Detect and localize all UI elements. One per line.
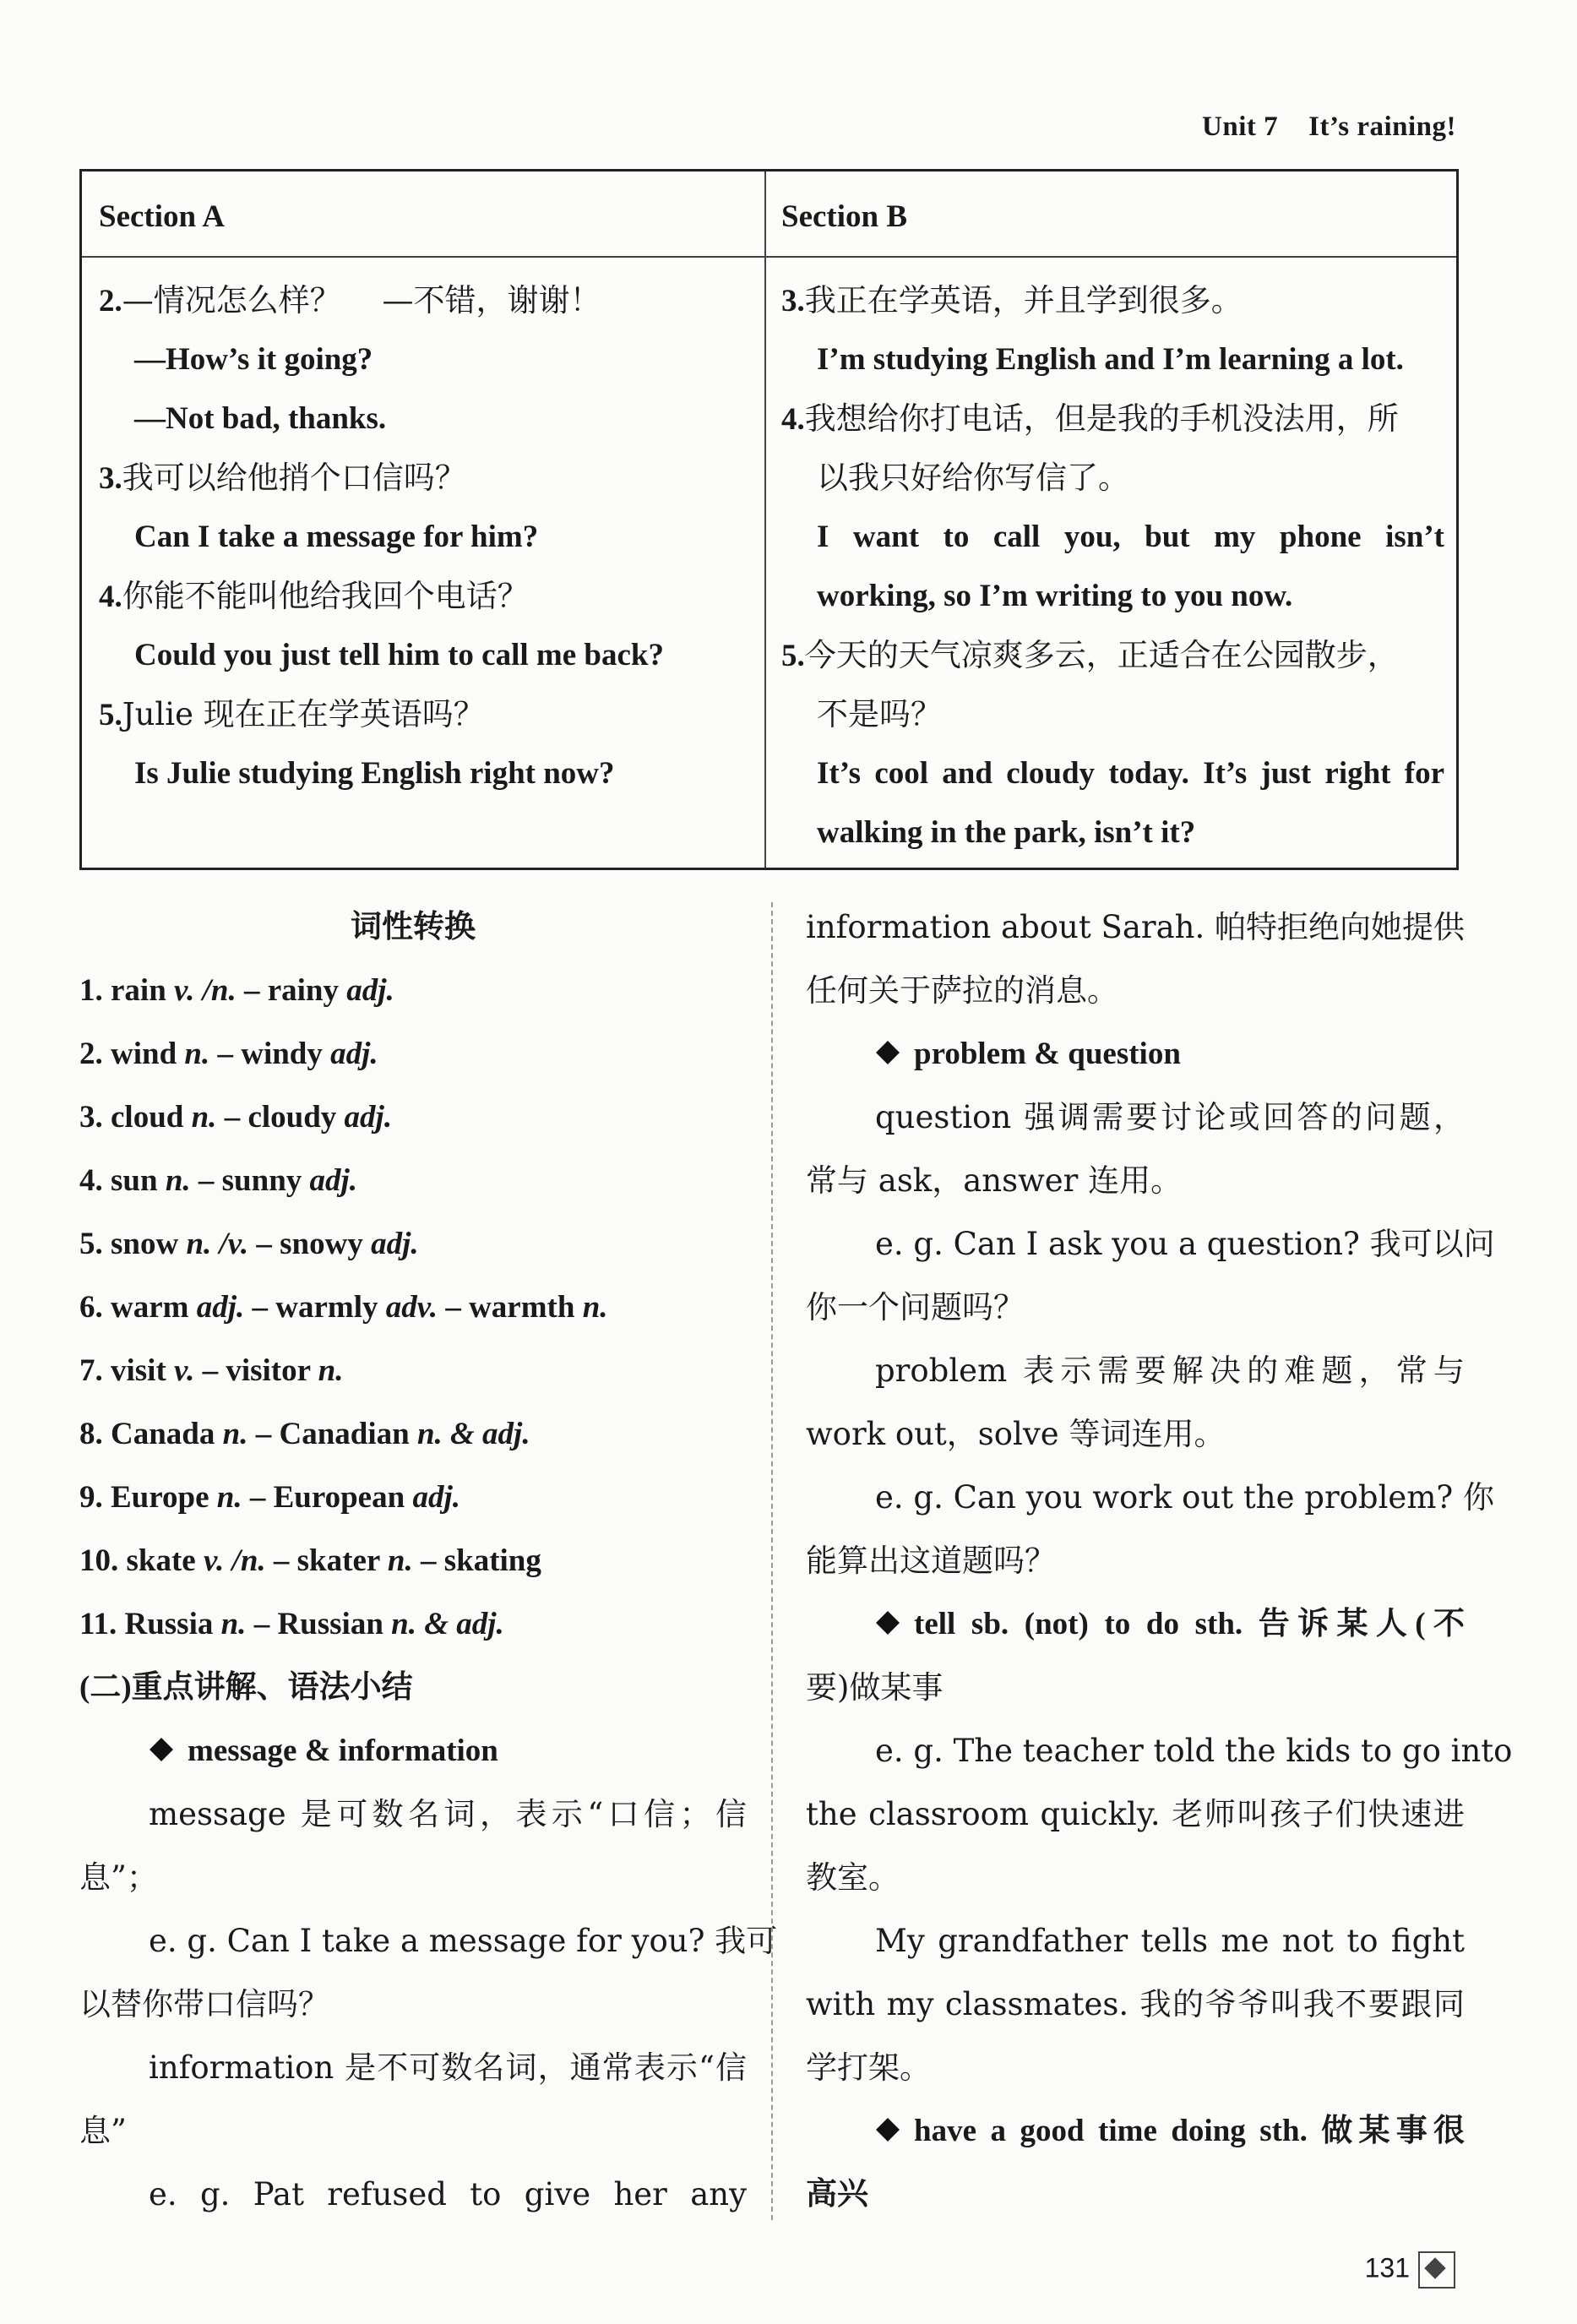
- part-of-speech: v. /n.: [174, 973, 237, 1008]
- item-number: 3.: [79, 1100, 103, 1135]
- grammar-notes-left: [79, 1719, 778, 2226]
- part-of-speech: v. /n.: [203, 1543, 266, 1578]
- item-number: 6.: [79, 1290, 103, 1325]
- item-number: 9.: [79, 1480, 103, 1515]
- table-row: [781, 449, 1444, 508]
- note-text: e. g. Can you work out the problem? 你: [875, 1479, 1495, 1516]
- row-text: —情况怎么样？ —不错，谢谢！: [122, 282, 601, 318]
- item-number: 5.: [99, 698, 122, 732]
- table-row: [99, 389, 749, 449]
- note-line: [79, 1846, 747, 1909]
- word-form-item: 1. rain v. /n. – rainy adj.: [79, 973, 394, 1008]
- word: skating: [443, 1543, 541, 1578]
- page-number: [1365, 2251, 1455, 2289]
- left-column: [79, 895, 778, 2226]
- part-of-speech: n. & adj.: [391, 1607, 504, 1641]
- note-line: [806, 2036, 1465, 2099]
- row-text: 你能不能叫他给我回个电话？: [122, 578, 529, 614]
- row-text: walking in the park, isn’t it?: [817, 815, 1196, 850]
- item-number: 3.: [99, 461, 122, 496]
- part-of-speech: n.: [165, 1163, 191, 1198]
- note-line: [806, 1149, 1465, 1212]
- note-text: information about Sarah. 帕特拒绝向她提供: [806, 909, 1466, 945]
- note-text: 息”: [79, 2113, 127, 2149]
- table-header-row: [82, 171, 1456, 258]
- note-text: question 强调需要讨论或回答的问题，: [875, 1099, 1465, 1135]
- note-line: [79, 1973, 747, 2036]
- diamond-icon: [875, 1040, 900, 1065]
- translation-table: [79, 169, 1459, 870]
- note-text: 能算出这道题吗？: [806, 1543, 1056, 1579]
- note-text: tell sb. (not) to do sth. 告诉某人(不: [914, 1607, 1465, 1641]
- word: sunny: [221, 1163, 302, 1198]
- word: windy: [241, 1037, 323, 1071]
- note-text: 学打架。: [806, 2049, 931, 2086]
- table-row: [781, 271, 1444, 330]
- item-number: 2.: [79, 1037, 103, 1071]
- word: Canadian: [279, 1417, 410, 1451]
- note-text: message & information: [188, 1733, 498, 1768]
- word: European: [273, 1480, 405, 1515]
- row-text: I’m studying English and I’m learning a lot.: [817, 342, 1404, 377]
- item-number: 5.: [781, 639, 805, 673]
- table-row: [781, 803, 1444, 863]
- part-of-speech: n.: [191, 1100, 217, 1135]
- word: cloudy: [247, 1100, 337, 1135]
- row-text: Can I take a message for him?: [134, 520, 539, 554]
- item-number: 4.: [79, 1163, 103, 1198]
- note-line: [79, 2099, 747, 2163]
- note-line: [806, 1086, 1465, 1149]
- part-of-speech: adj.: [344, 1100, 393, 1135]
- part-of-speech: n.: [387, 1543, 413, 1578]
- table-row: [781, 508, 1444, 567]
- note-line: [806, 1529, 1465, 1592]
- note-text: 任何关于萨拉的消息。: [806, 972, 1118, 1009]
- item-number: 3.: [781, 284, 805, 318]
- part-of-speech: adj.: [371, 1227, 419, 1261]
- part-of-speech: adj.: [346, 973, 394, 1008]
- word-form-item: 10. skate v. /n. – skater n. – skating: [79, 1543, 541, 1578]
- note-line: [806, 1402, 1465, 1466]
- item-number: 2.: [99, 284, 122, 318]
- table-row: [99, 685, 749, 744]
- table-row: [781, 389, 1444, 449]
- unit-title: It’s raining!: [1308, 112, 1456, 142]
- word: skate: [126, 1543, 196, 1578]
- word: skater: [296, 1543, 380, 1578]
- table-row: [781, 567, 1444, 626]
- note-text: e. g. Pat refused to give her any: [149, 2176, 747, 2212]
- table-row: [99, 567, 749, 626]
- table-row: [781, 330, 1444, 389]
- note-text: e. g. Can I take a message for you? 我可: [149, 1923, 778, 1959]
- diamond-icon: [875, 1610, 900, 1636]
- section-a-header: Section A: [99, 199, 226, 234]
- row-text: 以我只好给你写信了。: [817, 460, 1129, 496]
- note-line: [806, 1022, 1465, 1086]
- table-row: [99, 330, 749, 389]
- word: cloud: [111, 1100, 184, 1135]
- table-row: [99, 744, 749, 803]
- word-form-item: 5. snow n. /v. – snowy adj.: [79, 1227, 419, 1261]
- note-line: [806, 1276, 1465, 1339]
- note-text: information 是不可数名词，通常表示“信: [149, 2049, 747, 2086]
- part-of-speech: n.: [318, 1353, 344, 1388]
- word: visitor: [226, 1353, 311, 1388]
- page-number-text: 131: [1364, 2252, 1410, 2283]
- note-line: [79, 1719, 747, 1782]
- unit-label: Unit 7: [1202, 112, 1279, 142]
- item-number: 4.: [99, 580, 122, 614]
- note-line: [806, 1973, 1465, 2036]
- table-row: [781, 744, 1444, 803]
- note-line: [79, 1782, 747, 1846]
- row-text: Julie 现在正在学英语吗？: [122, 696, 485, 732]
- note-line: [806, 1719, 1513, 1782]
- word-form-item: 2. wind n. – windy adj.: [79, 1037, 378, 1071]
- note-text: 高兴: [806, 2177, 868, 2212]
- part-of-speech: adv.: [385, 1290, 438, 1325]
- section-b-column: [781, 271, 1444, 863]
- note-line: [806, 1909, 1465, 1973]
- part-of-speech: n.: [220, 1607, 247, 1641]
- word: sun: [111, 1163, 158, 1198]
- item-number: 5.: [79, 1227, 103, 1261]
- part-of-speech: v.: [174, 1353, 195, 1388]
- note-line: [79, 1909, 778, 1973]
- note-text: the classroom quickly. 老师叫孩子们快速进: [806, 1796, 1465, 1832]
- note-text: 你一个问题吗？: [806, 1289, 1025, 1325]
- grammar-notes-right: [806, 895, 1513, 2226]
- part-of-speech: n. /v.: [186, 1227, 249, 1261]
- word: Europe: [111, 1480, 209, 1515]
- note-line: [79, 2163, 747, 2226]
- running-header: [1202, 112, 1456, 143]
- word: Russian: [277, 1607, 383, 1641]
- part-of-speech: adj.: [412, 1480, 460, 1515]
- diamond-box-icon: [1418, 2251, 1455, 2289]
- diamond-icon: [875, 2117, 900, 2142]
- note-line: [806, 1212, 1495, 1276]
- note-line: [806, 1846, 1465, 1909]
- note-text: have a good time doing sth. 做某事很: [914, 2114, 1465, 2148]
- word: warmth: [469, 1290, 575, 1325]
- row-text: 我想给你打电话，但是我的手机没法用，所: [804, 400, 1399, 437]
- note-line: [806, 2163, 1465, 2226]
- part-of-speech: n.: [222, 1417, 248, 1451]
- word: Canada: [111, 1417, 215, 1451]
- section-a-column: [99, 271, 749, 803]
- part-of-speech: n.: [582, 1290, 608, 1325]
- column-divider: [771, 902, 773, 2220]
- word-forms-title: 词性转换: [351, 910, 476, 944]
- note-text: e. g. The teacher told the kids to go into: [875, 1733, 1513, 1769]
- word-form-item: 7. visit v. – visitor n.: [79, 1353, 344, 1388]
- note-line: [806, 1656, 1465, 1719]
- word-form-item: 9. Europe n. – European adj.: [79, 1480, 460, 1515]
- row-text: I want to call you, but my phone isn’t: [817, 520, 1444, 554]
- part-of-speech: n.: [184, 1037, 210, 1071]
- row-text: —Not bad, thanks.: [134, 401, 387, 436]
- row-text: 我可以给他捎个口信吗？: [122, 460, 466, 496]
- table-row: [99, 271, 749, 330]
- note-text: 教室。: [806, 1859, 900, 1896]
- item-number: 11.: [79, 1607, 117, 1641]
- table-column-divider: [764, 171, 766, 868]
- row-text: Could you just tell him to call me back?: [134, 638, 664, 672]
- part-of-speech: n.: [216, 1480, 242, 1515]
- item-number: 1.: [79, 973, 103, 1008]
- note-text: My grandfather tells me not to fight: [875, 1923, 1465, 1959]
- note-text: problem & question: [914, 1037, 1181, 1071]
- item-number: 4.: [781, 402, 805, 437]
- word-form-item: 8. Canada n. – Canadian n. & adj.: [79, 1417, 530, 1451]
- table-row: [99, 508, 749, 567]
- word: warmly: [275, 1290, 378, 1325]
- section-b-header: Section B: [781, 199, 908, 234]
- word: rainy: [267, 973, 339, 1008]
- note-text: message 是可数名词，表示“口信；信: [149, 1796, 747, 1832]
- grammar-heading: (二)重点讲解、语法小结: [79, 1670, 413, 1705]
- part-of-speech: adj.: [309, 1163, 358, 1198]
- note-text: 以替你带口信吗？: [79, 1986, 329, 2022]
- row-text: 不是吗？: [817, 696, 942, 732]
- word-form-item: 4. sun n. – sunny adj.: [79, 1163, 358, 1198]
- note-line: [806, 959, 1465, 1022]
- row-text: 今天的天气凉爽多云，正适合在公园散步，: [804, 637, 1399, 673]
- right-column: [806, 895, 1513, 2226]
- table-row: [99, 626, 749, 685]
- note-text: with my classmates. 我的爷爷叫我不要跟同: [806, 1986, 1465, 2022]
- note-line: [806, 1339, 1465, 1402]
- note-line: [806, 1782, 1465, 1846]
- table-row: [781, 626, 1444, 685]
- note-text: e. g. Can I ask you a question? 我可以问: [875, 1226, 1495, 1262]
- row-text: —How’s it going?: [134, 342, 373, 377]
- word: wind: [111, 1037, 177, 1071]
- word-forms-list: [79, 959, 747, 1656]
- item-number: 10.: [79, 1543, 119, 1578]
- word-form-item: 11. Russia n. – Russian n. & adj.: [79, 1607, 504, 1641]
- table-row: [99, 449, 749, 508]
- word: rain: [111, 973, 166, 1008]
- note-line: [806, 1466, 1495, 1529]
- row-text: 我正在学英语，并且学到很多。: [804, 282, 1243, 318]
- item-number: 7.: [79, 1353, 103, 1388]
- note-line: [806, 1592, 1465, 1656]
- note-line: [806, 2099, 1465, 2163]
- word: Russia: [124, 1607, 214, 1641]
- item-number: 8.: [79, 1417, 103, 1451]
- word: snowy: [280, 1227, 363, 1261]
- word-form-item: 3. cloud n. – cloudy adj.: [79, 1100, 393, 1135]
- diamond-icon: [149, 1737, 174, 1762]
- table-row: [781, 685, 1444, 744]
- part-of-speech: adj.: [330, 1037, 378, 1071]
- word: visit: [111, 1353, 166, 1388]
- row-text: Is Julie studying English right now?: [134, 756, 615, 791]
- row-text: working, so I’m writing to you now.: [817, 579, 1293, 613]
- note-text: 常与 ask，answer 连用。: [806, 1162, 1183, 1199]
- word-form-item: 6. warm adj. – warmly adv. – warmth n.: [79, 1290, 608, 1325]
- part-of-speech: adj.: [196, 1290, 245, 1325]
- note-text: problem 表示需要解决的难题，常与: [875, 1352, 1465, 1389]
- word: snow: [111, 1227, 179, 1261]
- word: warm: [111, 1290, 189, 1325]
- note-line: [806, 895, 1465, 959]
- row-text: It’s cool and cloudy today. It’s just right for: [817, 756, 1444, 791]
- note-text: 要)做某事: [806, 1669, 943, 1706]
- note-text: work out，solve 等词连用。: [806, 1416, 1226, 1452]
- note-text: 息”；: [79, 1859, 158, 1896]
- note-line: [79, 2036, 747, 2099]
- part-of-speech: n. & adj.: [416, 1417, 530, 1451]
